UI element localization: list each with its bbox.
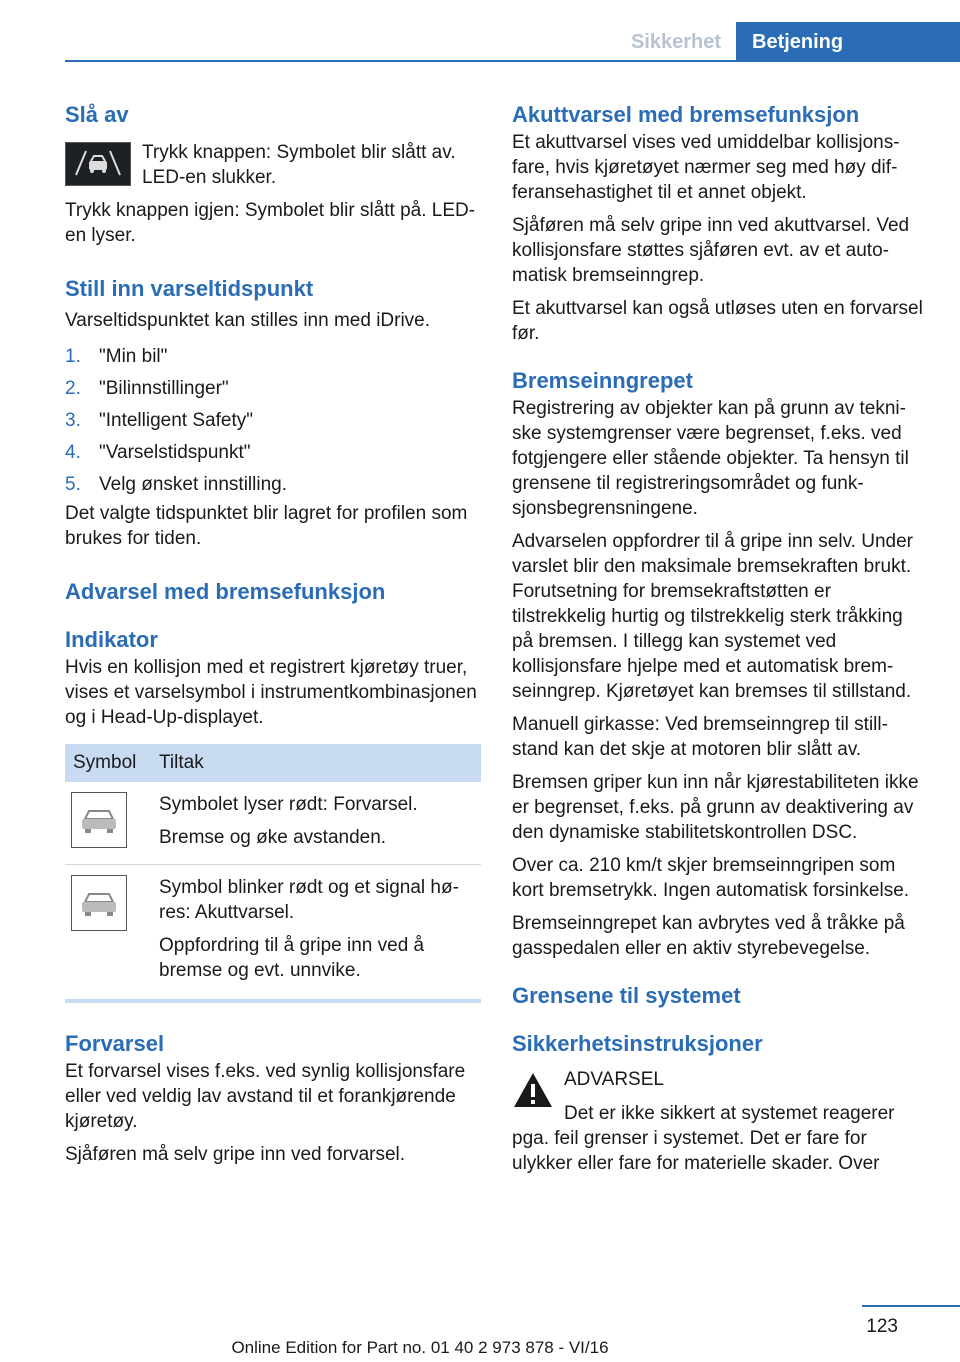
section-tab-betjening[interactable]: Betjening [736, 22, 960, 60]
page-number: 123 [866, 1316, 898, 1337]
indikator-text: Hvis en kollisjon med et registrert kjøretøy truer, vises et varselsymbol i instrumentkombinasjonen og i Head-Up-displayet. [65, 657, 477, 728]
still-after: Det valgte tidspunktet blir lagret for profilen som brukes for tiden. [65, 503, 468, 549]
heading-indikator: Indikator [65, 627, 158, 652]
section-tab-sikkerhet[interactable]: Sikkerhet [630, 31, 721, 53]
table-header-symbol: Symbol [65, 744, 151, 782]
table-header-tiltak: Tiltak [151, 744, 481, 782]
brems-text4: Bremsen griper kun inn når kjørestabiliteten ikke er begrenset, f.eks. på grunn av deaktivering av den dynamiske stabilitetskontrollen DSC. [512, 772, 919, 843]
brems-text6: Bremseinngrepet kan avbrytes ved å tråkke på gasspedalen eller en aktiv styrebevegelse. [512, 913, 905, 959]
still-intro: Varseltidspunktet kan stilles inn med iDrive. [65, 310, 431, 331]
warning-text: Det er ikke sikkert at systemet reagerer pga. feil grenser i systemet. Det er fare for ulykker eller fare for materielle skader. Over [512, 1103, 895, 1174]
sla-av-row [65, 140, 481, 190]
sla-av-text: Trykk knappen: Symbolet blir slått av. LED-en slukker. [142, 142, 456, 188]
akutt-text1: Et akuttvarsel vises ved umiddelbar kollisjonsfare, hvis kjøretøyet nærmer seg med høy differansehastighet til et annet objekt. [512, 132, 900, 203]
heading-sikkerhetsinstruksjoner: Sikkerhetsinstruksjoner [512, 1031, 763, 1056]
footer-rule [862, 1305, 960, 1307]
forvarsel-text2: Sjåføren må selv gripe inn ved forvarsel. [65, 1144, 406, 1165]
forvarsel-text1: Et forvarsel vises f.eks. ved synlig kollisjonsfare eller ved veldig lav avstand til et forankjørende kjøretøy. [65, 1061, 466, 1132]
heading-still-inn: Still inn varseltidspunkt [65, 276, 314, 301]
brems-text2: Advarselen oppfordrer til å gripe inn selv. Under varslet blir den maksimale bremsekraften brukt. Forutsetning for bremsekraftstøtten er tilstrekkelig hurtig og tilstrekkelig sterk tråkking på bremsen. I tillegg kan systemet ved kollisjonsfare hjelpe med et automatisk bremseinngrep. Kjøretøyet kan bremses til stillstand. [512, 531, 913, 702]
list-item: 5. Velg ønsket innstilling. [65, 474, 287, 495]
warning-label: ADVARSEL [564, 1069, 664, 1090]
akutt-text3: Et akuttvarsel kan også utløses uten en forvarsel før. [512, 298, 923, 344]
brems-text5: Over ca. 210 km/t skjer bremseinngripen som kort bremsetrykk. Ingen automatisk forsinkelse. [512, 855, 910, 901]
collision-warning-button-icon [65, 142, 131, 186]
heading-akuttvarsel: Akuttvarsel med bremsefunksjon [512, 102, 860, 127]
row2-text-a: Symbol blinker rødt og et signal høres: Akuttvarsel. [159, 877, 459, 923]
brems-text3: Manuell girkasse: Ved bremseinngrep til stillstand kan det skje at motoren blir slått av. [512, 714, 888, 760]
list-item: 1. "Min bil" [65, 346, 168, 367]
heading-sla-av: Slå av [65, 102, 129, 127]
list-item: 4. "Varselstidspunkt" [65, 442, 251, 463]
left-column [65, 100, 481, 1167]
symbol-table [65, 744, 481, 997]
list-item: 3. "Intelligent Safety" [65, 410, 253, 431]
table-row [65, 865, 481, 998]
page-header [0, 0, 960, 62]
row2-text-b: Oppfordring til å gripe inn ved å bremse og evt. unnvike. [159, 935, 425, 981]
right-column [512, 100, 924, 1176]
brems-text1: Registrering av objekter kan på grunn av tekniske systemgrenser være begrenset, f.eks. ved fotgjengere eller stående objekter. Ta hensyn til grensene til registreringsområdet og funksjonsbegrensningene. [512, 398, 909, 519]
row1-text-a: Symbolet lyser rødt: Forvarsel. [159, 794, 418, 815]
heading-grensene: Grensene til systemet [512, 983, 741, 1008]
car-warning-flashing-icon [71, 875, 127, 931]
heading-bremseinngrepet: Bremseinngrepet [512, 368, 693, 393]
table-row [65, 782, 481, 865]
header-rule [65, 60, 960, 62]
row1-text-b: Bremse og øke avstanden. [159, 827, 387, 848]
car-warning-icon [71, 792, 127, 848]
heading-forvarsel: Forvarsel [65, 1031, 165, 1056]
akutt-text2: Sjåføren må selv gripe inn ved akuttvarsel. Ved kollisjonsfare støttes sjåføren evt. av et automatisk bremseinngrep. [512, 215, 910, 286]
list-item: 2. "Bilinnstillinger" [65, 378, 229, 399]
warning-triangle-icon [512, 1071, 554, 1109]
heading-advarsel: Advarsel med bremsefunksjon [65, 579, 386, 604]
sla-av-text2: Trykk knappen igjen: Symbolet blir slått på. LED-en lyser. [65, 200, 476, 246]
edition-footer: Online Edition for Part no. 01 40 2 973 878 - VI/16 [231, 1338, 609, 1357]
steps-list [65, 341, 481, 501]
